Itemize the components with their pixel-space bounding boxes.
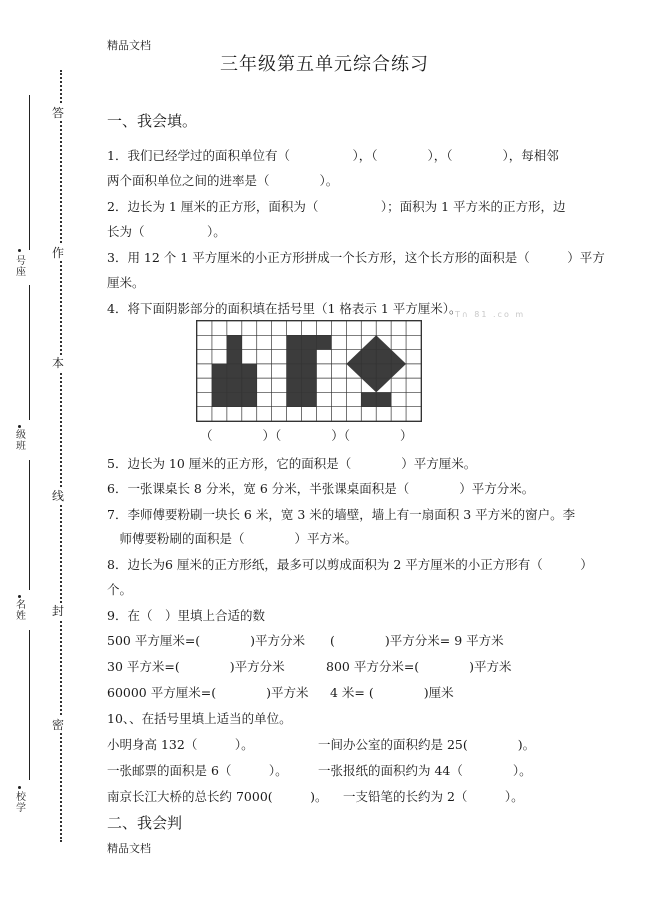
shape-2-cell [287,364,302,378]
binding-char-xian: 线 [52,489,65,503]
question-9-item-6: 4 米= ( )厘米 [330,685,454,700]
shape-1-cell [212,364,227,378]
shape-3-cell [361,392,376,406]
question-2-line-1: 2．边长为 1 厘米的正方形，面积为（ ）；面积为 1 平方米的正方形，边 [107,199,566,214]
question-2-line-2: 长为（ ）。 [107,224,226,239]
question-10-item-6: 一支铅笔的长约为 2（ ）。 [343,789,524,804]
shape-2-cell [287,378,302,392]
question-4: 4．将下面阴影部分的面积填在括号里（1 格表示 1 平方厘米）。 [107,301,462,316]
watermark-text: T∩ 81 .co m [455,310,526,319]
binding-char-mi: 密 [52,718,65,732]
question-9: 9．在（ ）里填上合适的数 [107,608,265,623]
question-8-line-1: 8．边长为6 厘米的正方形纸，最多可以剪成面积为 2 平方厘米的小正方形有（ ） [107,557,593,572]
shape-1-cell [227,392,242,406]
shape-2-cell [302,364,317,378]
shape-1-cell [227,335,242,349]
shape-1-cell [227,350,242,364]
shaded-area-grid [196,320,422,422]
shape-1-cell [242,392,257,406]
side-dot [18,786,21,789]
side-label-class: 级班 [16,430,26,452]
shape-1-cell [242,364,257,378]
shape-1-cell [212,392,227,406]
shape-1-cell [227,364,242,378]
side-line-1 [29,95,30,250]
section-heading-fill: 一、我会填。 [107,112,198,130]
side-label-school: 校学 [16,792,26,814]
shape-2-cell [302,350,317,364]
question-9-item-5: 60000 平方厘米=( )平方米 [107,685,309,700]
binding-char-feng: 封 [52,604,65,618]
question-10-item-5: 南京长江大桥的总长约 7000( )。 [107,789,328,804]
shape-2-cell [302,392,317,406]
shape-1-cell [212,378,227,392]
shape-3-cell [376,392,391,406]
shape-2-cell [287,392,302,406]
question-10-item-4: 一张报纸的面积约为 44（ ）。 [318,763,532,778]
side-line-4 [29,630,30,780]
question-10: 10、、在括号里填上适当的单位。 [107,711,292,726]
shape-2-cell [287,350,302,364]
question-7-line-2: 师傅要粉刷的面积是（ ）平方米。 [107,531,358,546]
question-10-item-1: 小明身高 132（ ）。 [107,737,254,752]
question-6: 6．一张课桌长 8 分米，宽 6 分米，半张课桌面积是（ ）平方分米。 [107,481,535,496]
side-dot [18,425,21,428]
question-3-line-1: 3．用 12 个 1 平方厘米的小正方形拼成一个长方形，这个长方形的面积是（ ）平方 [107,250,605,265]
question-9-item-1: 500 平方厘米=( )平方分米 [107,633,306,648]
binding-char-da: 答 [52,106,65,120]
side-label-seat: 号座 [16,256,26,278]
question-9-item-3: 30 平方米=( )平方分米 [107,659,285,674]
shape-2-cell [302,378,317,392]
question-10-item-3: 一张邮票的面积是 6（ ）。 [107,763,288,778]
section-heading-judge: 二、我会判 [107,814,183,832]
question-1-line-1: 1．我们已经学过的面积单位有（ ），（ ），（ ），每相邻 [107,148,559,163]
side-line-3 [29,460,30,590]
page-title: 三年级第五单元综合练习 [220,54,429,75]
question-4-answer-blanks: （ ）（ ）（ ） [200,428,413,443]
side-label-name: 名姓 [16,600,26,622]
question-8-line-2: 个。 [107,582,133,597]
question-5: 5．边长为 10 厘米的正方形，它的面积是（ ）平方厘米。 [107,456,477,471]
shape-2-cell [316,335,331,349]
shape-1-cell [227,378,242,392]
footer-tag: 精品文档 [107,842,151,855]
shape-2-cell [302,335,317,349]
question-7-line-1: 7．李师傅要粉刷一块长 6 米，宽 3 米的墙壁，墙上有一扇面积 3 平方米的窗户。李 [107,507,576,522]
question-9-item-2: ( )平方分米= 9 平方米 [330,633,504,648]
shape-1-cell [242,378,257,392]
header-tag: 精品文档 [107,39,151,52]
question-1-line-2: 两个面积单位之间的进率是（ ）。 [107,173,339,188]
side-line-2 [29,285,30,420]
question-9-item-4: 800 平方分米=( )平方米 [326,659,512,674]
side-dot [18,595,21,598]
side-dot [18,249,21,252]
question-10-item-2: 一间办公室的面积约是 25( )。 [318,737,536,752]
shape-2-cell [287,335,302,349]
binding-char-zuo: 作 [52,246,65,260]
question-3-line-2: 厘米。 [107,275,145,290]
binding-char-ben: 本 [52,356,65,370]
